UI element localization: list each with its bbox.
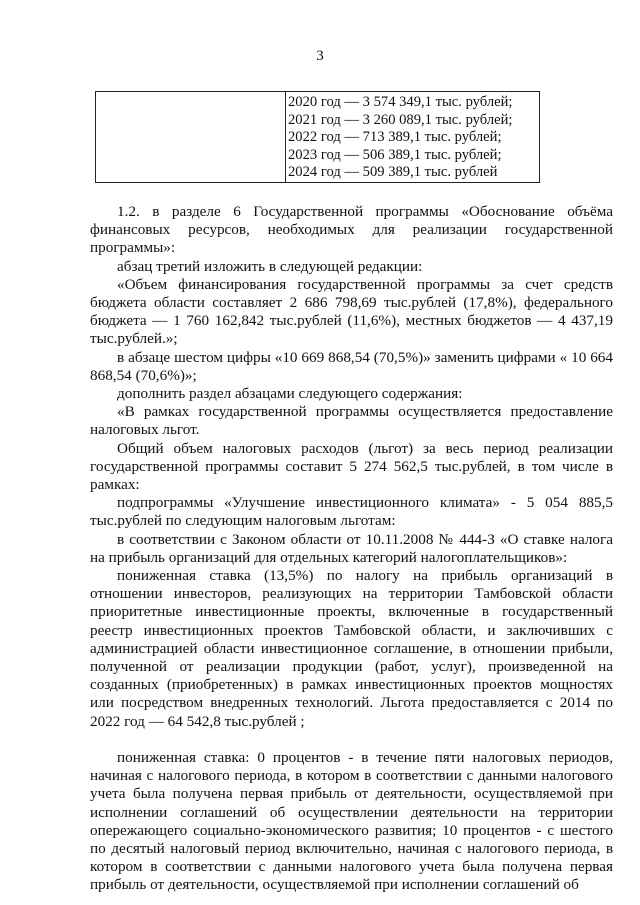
paragraph: подпрограммы «Улучшение инвестиционного климата» - 5 054 885,5 тыс.рублей по следующим налоговым льготам: <box>90 494 613 530</box>
budget-table <box>95 91 540 183</box>
paragraph: дополнить раздел абзацами следующего содержания: <box>117 385 463 403</box>
paragraph: Общий объем налоговых расходов (льгот) за весь период реализации государственной программы составит 5 274 562,5 тыс.рублей, в том числе в рамках: <box>90 439 613 494</box>
budget-row: 2024 год — 509 389,1 тыс. рублей <box>288 164 498 180</box>
budget-row: 2022 год — 713 389,1 тыс. рублей; <box>288 129 502 145</box>
budget-row: 2021 год — 3 260 089,1 тыс. рублей; <box>288 111 513 128</box>
budget-row: 2023 год — 506 389,1 тыс. рублей; <box>288 146 502 163</box>
paragraph: 1.2. в разделе 6 Государственной программы «Обоснование объёма финансовых ресурсов, необходимых для реализации государственной программы»: <box>90 203 613 257</box>
paragraph: в абзаце шестом цифры «10 669 868,54 (70,5%)» заменить цифрами « 10 664 868,54 (70,6%)»; <box>90 348 613 384</box>
page-number: 3 <box>316 48 324 64</box>
paragraph: пониженная ставка: 0 процентов - в течение пяти налоговых периодов, начиная с налогового периода, в котором в соответствии с данными налогового учета была получена первая прибыль от деятельности, осуществляемой при исполнении соглашений об осуществлении деятельности на территории опережающего социально-экономического развития; 10 процентов - с шестого по десятый налоговый период включительно, начиная с налогового периода, в котором в соответствии с данными налогового учета была получена первая прибыль от деятельности, осуществляемой при исполнении соглашений об <box>90 748 613 894</box>
budget-row: 2020 год — 3 574 349,1 тыс. рублей; <box>288 94 513 110</box>
paragraph: в соответствии с Законом области от 10.11.2008 № 444-З «О ставке налога на прибыль организаций для отдельных категорий налогоплательщиков»: <box>90 530 613 566</box>
paragraph: «В рамках государственной программы осуществляется предоставление налоговых льгот. <box>90 403 613 439</box>
document-body <box>90 203 613 895</box>
paragraph: абзац третий изложить в следующей редакции: <box>117 257 423 275</box>
table-column-divider <box>285 92 286 182</box>
budget-cell <box>288 94 512 182</box>
paragraph: «Объем финансирования государственной программы за счет средств бюджета области составляет 2 686 798,69 тыс.рублей (17,8%), федерального бюджета — 1 760 162,842 тыс.рублей (11,6%), местных бюджетов — 4 437,19 тыс.рублей.»; <box>90 275 613 348</box>
paragraph: пониженная ставка (13,5%) по налогу на прибыль организаций в отношении инвесторов, реализующих на территории Тамбовской области приоритетные инвестиционные проекты, включенные в государственный реестр инвестиционных проектов Тамбовской области, и заключивших с администрацией области инвестиционное соглашение, в отношении прибыли, полученной от реализации продукции (работ, услуг), произведенной на созданных (приобретенных) в рамках инвестиционных проектов мощностях или посредством внедренных технологий. Льгота предоставляется с 2014 по 2022 год — 64 542,8 тыс.рублей ; <box>90 567 613 730</box>
